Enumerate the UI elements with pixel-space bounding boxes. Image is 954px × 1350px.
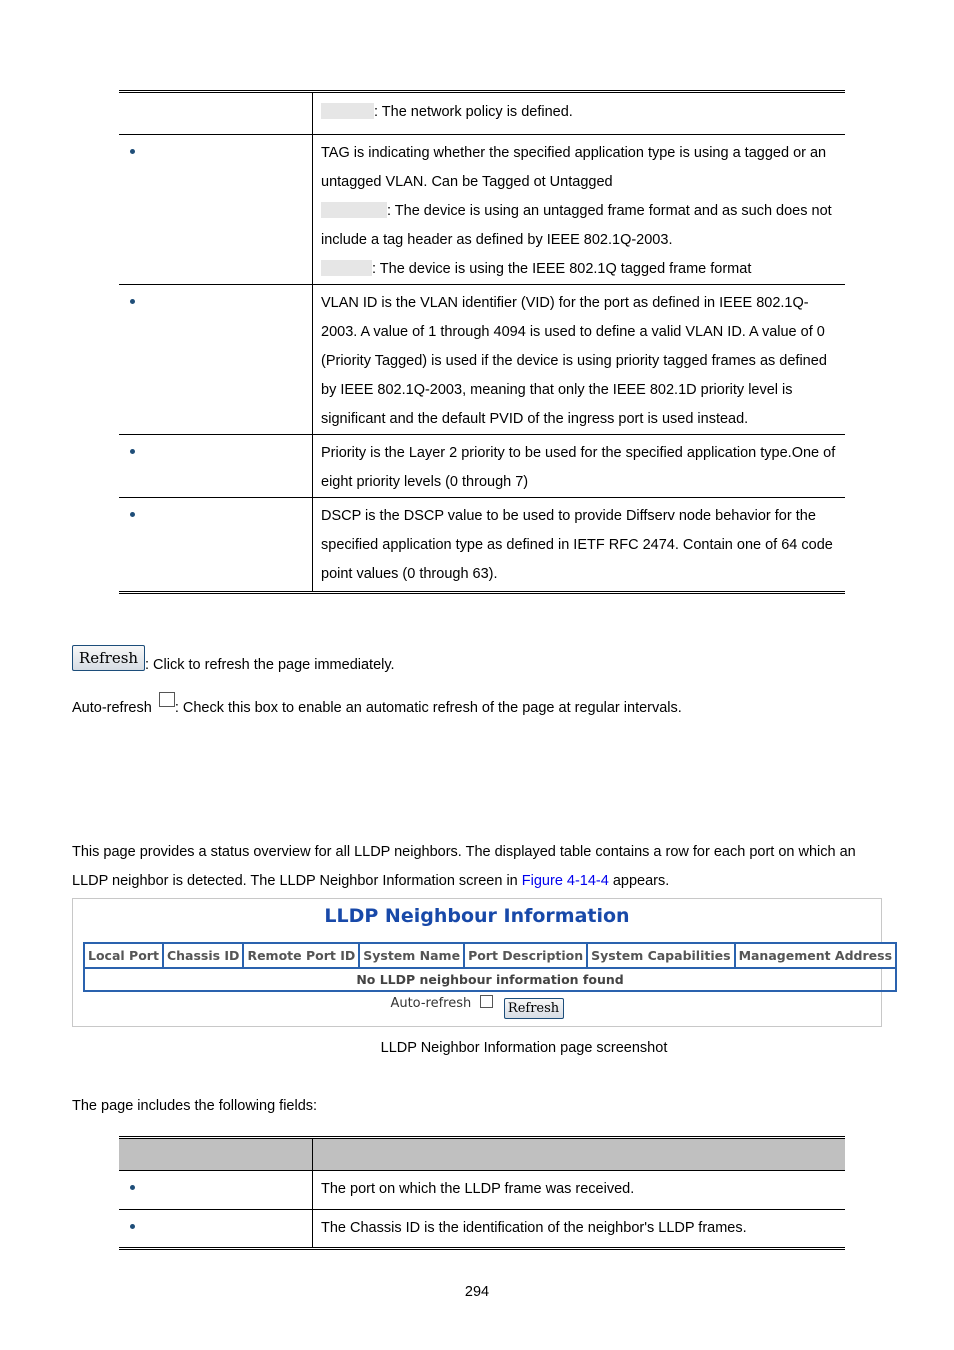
col-local-port: Local Port bbox=[84, 943, 163, 968]
fields-table bbox=[119, 1136, 845, 1250]
table-row bbox=[119, 135, 845, 285]
autorefresh-description bbox=[72, 692, 682, 716]
row-text: TAG is indicating whether the specified application type is using a tagged or an untagged VLAN. Can be Tagged ot Untagged bbox=[321, 145, 827, 190]
bullet-icon bbox=[130, 512, 135, 517]
col-system-capabilities: System Capabilities bbox=[587, 943, 734, 968]
intro-paragraph: This page provides a status overview for all LLDP neighbors. The displayed table contains a row for each port on which an LLDP neighbor is detected. The LLDP Neighbor Information screen in Figure 4-14-4 appears. bbox=[72, 844, 856, 889]
refresh-description bbox=[72, 645, 395, 673]
fields-intro: The page includes the following fields: bbox=[72, 1098, 318, 1114]
page-number: 294 bbox=[464, 1284, 490, 1300]
table-row bbox=[119, 92, 845, 135]
refresh-button[interactable]: Refresh bbox=[504, 998, 564, 1019]
refresh-desc-text: : Click to refresh the page immediately. bbox=[145, 657, 395, 673]
row-text: DSCP is the DSCP value to be used to provide Diffserv node behavior for the specified application type as defined in IETF RFC 2474. Contain one of 64 code point values (0 through 63). bbox=[313, 498, 846, 593]
col-system-name: System Name bbox=[359, 943, 464, 968]
col-chassis-id: Chassis ID bbox=[163, 943, 244, 968]
table-row bbox=[119, 1171, 845, 1210]
table-row bbox=[119, 498, 845, 593]
tagged-desc: : The device is using the IEEE 802.1Q tagged frame format bbox=[372, 261, 752, 277]
untagged-desc: : The device is using an untagged frame format and as such does not include a tag header as defined by IEEE 802.1Q-2003. bbox=[321, 203, 832, 248]
row-text: : The network policy is defined. bbox=[374, 104, 573, 120]
lldp-neighbour-table bbox=[83, 942, 897, 992]
autorefresh-checkbox[interactable] bbox=[480, 995, 493, 1008]
row-text: The port on which the LLDP frame was received. bbox=[313, 1171, 846, 1210]
col-remote-port-id: Remote Port ID bbox=[243, 943, 359, 968]
bullet-icon bbox=[130, 449, 135, 454]
table-row bbox=[84, 968, 896, 991]
redacted-term bbox=[321, 260, 372, 276]
figure-caption: LLDP Neighbor Information page screenshot bbox=[380, 1040, 668, 1056]
autorefresh-label: Auto-refresh bbox=[72, 700, 152, 716]
bullet-icon bbox=[130, 1224, 135, 1229]
row-text: Priority is the Layer 2 priority to be used for the specified application type.One of eight priority levels (0 through 7) bbox=[313, 435, 846, 498]
figure-link[interactable]: Figure 4-14-4 bbox=[521, 873, 609, 889]
bullet-icon bbox=[130, 1185, 135, 1190]
col-management-address: Management Address bbox=[735, 943, 896, 968]
redacted-term bbox=[321, 202, 387, 218]
table-row bbox=[119, 1210, 845, 1249]
bullet-icon bbox=[130, 149, 135, 154]
empty-message: No LLDP neighbour information found bbox=[84, 968, 896, 991]
bullet-icon bbox=[130, 299, 135, 304]
autorefresh-desc-text: : Check this box to enable an automatic refresh of the page at regular intervals. bbox=[174, 700, 682, 716]
header-row bbox=[84, 943, 896, 968]
table-row bbox=[119, 285, 845, 435]
table-row bbox=[119, 435, 845, 498]
autorefresh-checkbox[interactable] bbox=[159, 692, 175, 707]
row-text: The Chassis ID is the identification of the neighbor's LLDP frames. bbox=[313, 1210, 846, 1249]
lldp-screenshot bbox=[72, 898, 893, 1027]
col-port-description: Port Description bbox=[464, 943, 587, 968]
refresh-button[interactable]: Refresh bbox=[72, 645, 145, 671]
lldp-page-title: LLDP Neighbour Information bbox=[324, 905, 630, 927]
lldp-controls bbox=[73, 995, 881, 1019]
redacted-term bbox=[321, 103, 374, 119]
autorefresh-label: Auto-refresh bbox=[390, 996, 472, 1011]
policy-fields-table bbox=[119, 90, 845, 594]
row-text: VLAN ID is the VLAN identifier (VID) for the port as defined in IEEE 802.1Q-2003. A value of 1 through 4094 is used to define a valid VLAN ID. A value of 0 (Priority Tagged) is used if the device is using priority tagged frames as defined by IEEE 802.1Q-2003, meaning that only the IEEE 802.1D priority level is significant and the default PVID of the ingress port is used instead. bbox=[313, 285, 846, 435]
header-row bbox=[119, 1138, 845, 1171]
